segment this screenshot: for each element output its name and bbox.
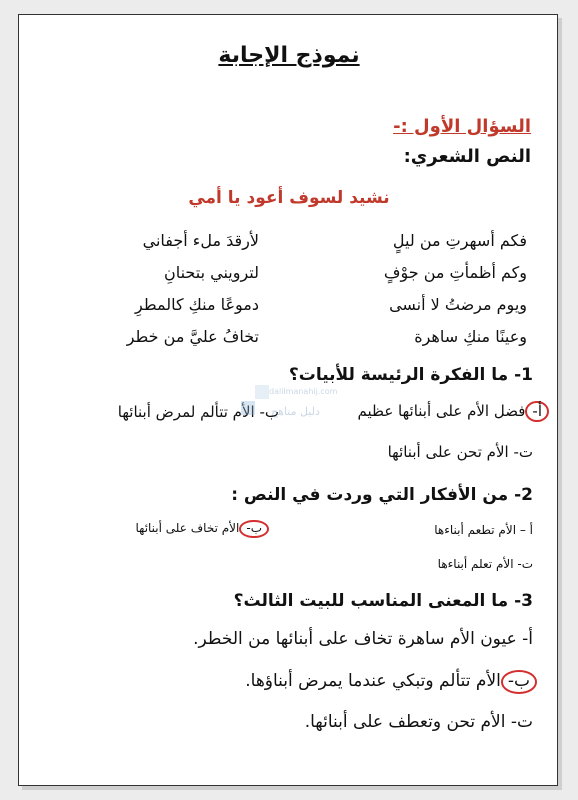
verse-2-right: وكم أظمأتِ من جوْفٍ (383, 263, 527, 282)
q1-option-a-text: فضل الأم على أبنائها عظيم (357, 402, 526, 420)
q3-option-c: ت- الأم تحن وتعطف على أبنائها. (304, 712, 533, 732)
q2-option-b (136, 520, 270, 538)
q2-option-b-text: الأم تخاف على أبنائها (135, 521, 240, 535)
q1-option-b: ب- الأم تتألم لمرض أبنائها (117, 403, 279, 421)
question-1-text: 1- ما الفكرة الرئيسة للأبيات؟ (288, 365, 533, 385)
watermark-logo-square-2 (255, 385, 269, 399)
poem-section-label: النص الشعري: (403, 146, 531, 167)
q1-option-c: ت- الأم تحن على أبنائها (387, 443, 533, 461)
question-2-text: 2- من الأفكار التي وردت في النص : (231, 485, 533, 505)
poem-title: نشيد لسوف أعود يا أمي (188, 188, 390, 208)
verse-2-left: لترويني بتحنانِ (163, 263, 259, 282)
site-watermark (241, 383, 338, 433)
q1-option-a (358, 401, 550, 422)
verse-3-right: ويوم مرضتُ لا أنسى (389, 295, 527, 314)
verse-4-left: تخافُ عليَّ من خطر (126, 327, 259, 346)
verse-1-right: فكم أسهرتِ من ليلٍ (392, 231, 527, 250)
verse-1-left: لأرقدَ ملء أجفاني (142, 231, 259, 250)
q3-option-a: أ- عيون الأم ساهرة تخاف على أبنائها من الخطر. (193, 629, 533, 649)
q2-answer-circle: ب- (239, 520, 269, 538)
q3-option-b-text: الأم تتألم وتبكي عندما يمرض أبناؤها. (245, 671, 501, 691)
watermark-name: دليل مناهج (271, 405, 320, 418)
verse-3-left: دموعًا منكِ كالمطرِ (134, 295, 259, 314)
q1-answer-circle: أ- (525, 401, 549, 422)
q3-answer-circle: ب- (501, 670, 537, 694)
question-3-text: 3- ما المعنى المناسب للبيت الثالث؟ (233, 591, 533, 611)
q2-option-c: ت- الأم تعلم أبناءها (437, 557, 533, 571)
q3-option-b (245, 670, 537, 694)
page-title: نموذج الإجابة (218, 43, 360, 68)
watermark-url: dalilmanahij.com (269, 387, 338, 396)
watermark-logo-square (241, 401, 255, 415)
q2-option-a: أ – الأم تطعم أبناءها (434, 523, 533, 537)
question1-heading: السؤال الأول :- (393, 116, 531, 137)
verse-4-right: وعينًا منكِ ساهرة (414, 327, 527, 346)
document-page (18, 14, 558, 786)
